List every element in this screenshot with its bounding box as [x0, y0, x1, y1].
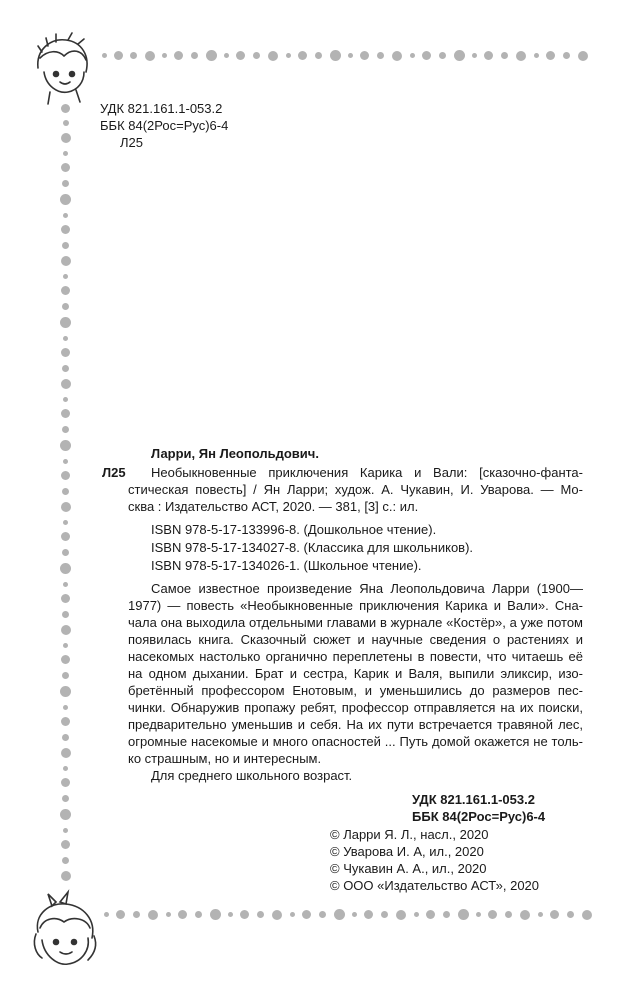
copyright-line: © Ларри Я. Л., насл., 2020	[330, 827, 489, 842]
annotation-line: ко страшным, но и интересным.	[128, 751, 322, 766]
age-rating-note: Для среднего школьного возраст.	[151, 768, 353, 783]
isbn-line: ISBN 978-5-17-134026-1. (Школьное чтение).	[151, 558, 422, 573]
annotation-line: чинки. Обнаружив пропажу ребят, профессор отправляется на их поиски,	[128, 700, 583, 715]
annotation-line: чала она выходила отдельными главами в журнале «Костёр», а уже потом	[128, 615, 583, 630]
isbn-line: ISBN 978-5-17-134027-8. (Классика для школьников).	[151, 540, 474, 555]
annotation-line: огромные насекомые и много опасностей ... Путь домой окажется не толь-	[128, 734, 583, 749]
author-name: Ларри, Ян Леопольдович.	[151, 446, 319, 461]
annotation-line: бретённый профессором Енотовым, и уменьшились до размеров пес-	[128, 683, 583, 698]
copyright-line: © Уварова И. А, ил., 2020	[330, 844, 484, 859]
entry-code: Л25	[102, 465, 126, 480]
isbn-line: ISBN 978-5-17-133996-8. (Дошкольное чтение).	[151, 522, 437, 537]
annotation-line: 1977) — повесть «Необыкновенные приключения Карика и Вали». Сна-	[128, 598, 583, 613]
header-udk: УДК 821.161.1-053.2	[100, 101, 223, 116]
girl-head-illustration-top	[28, 28, 98, 108]
entry-desc-line-3: сква : Издательство АСТ, 2020. — 381, [3] с.: ил.	[128, 499, 419, 514]
header-code: Л25	[120, 135, 143, 150]
annotation-line: Самое известное произведение Яна Леопольдовича Ларри (1900—	[151, 581, 583, 596]
annotation-line: предварительно уменьшив и себя. На их пути встречается травяной лес,	[128, 717, 583, 732]
copyright-line: © ООО «Издательство АСТ», 2020	[330, 878, 540, 893]
annotation-line: появилась книга. Сказочный сюжет и научные сведения о растениях и	[128, 632, 583, 647]
footer-udk: УДК 821.161.1-053.2	[412, 792, 535, 807]
footer-bbk: ББК 84(2Рос=Рус)6-4	[412, 809, 546, 824]
annotation-line: насекомых настолько органично переплетены в повести, что читаешь её	[128, 649, 583, 664]
entry-desc-line-1: Необыкновенные приключения Карика и Вали: [сказочно-фанта-	[151, 465, 583, 480]
header-bbk: ББК 84(2Рос=Рус)6-4	[100, 118, 229, 133]
entry-desc-line-2: стическая повесть] / Ян Ларри; худож. А. Чукавин, И. Уварова. — Мо-	[128, 482, 583, 497]
girl-head-illustration-bottom	[30, 888, 102, 972]
annotation-line: на одном дыхании. Брат и сестра, Карик и Валя, выпили эликсир, изо-	[128, 666, 583, 681]
copyright-line: © Чукавин А. А., ил., 2020	[330, 861, 487, 876]
